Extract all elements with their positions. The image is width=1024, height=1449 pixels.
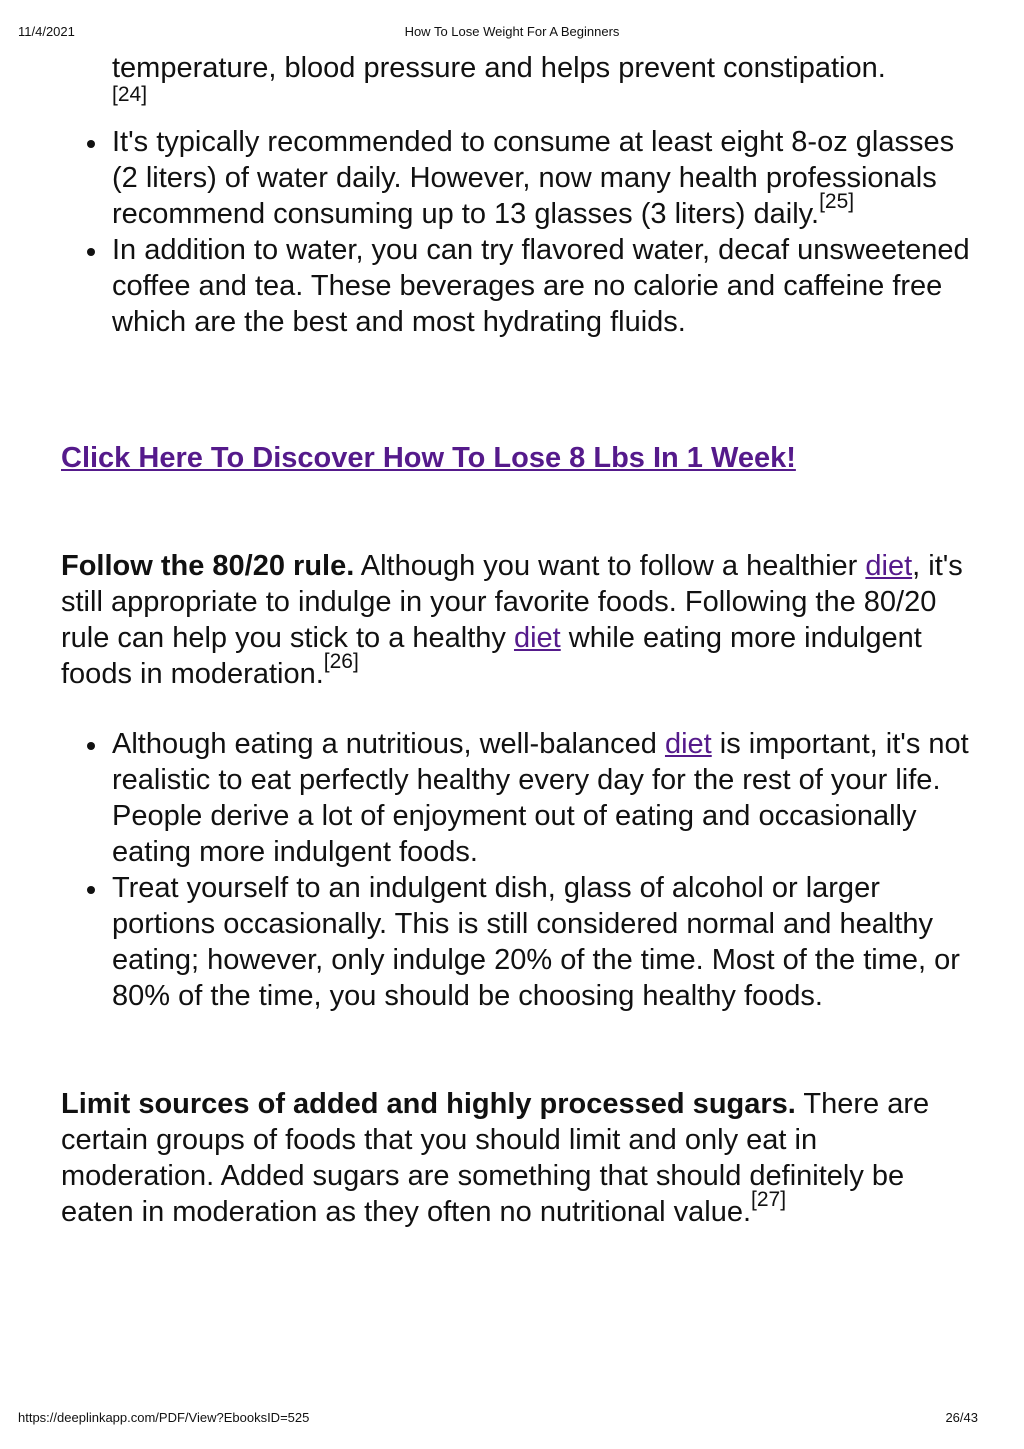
- page-number: 26/43: [945, 1410, 978, 1425]
- list-item: Although eating a nutritious, well-balanced diet is important, it's not realistic to eat perfectly healthy every day for the rest of your life. People derive a lot of enjoyment out of eating and occasionally eating more indulgent foods.: [112, 726, 976, 870]
- reference-24[interactable]: [24]: [112, 83, 148, 106]
- section-heading: Follow the 80/20 rule.: [61, 550, 355, 582]
- print-title: How To Lose Weight For A Beginners: [404, 24, 620, 39]
- document-body: [61, 50, 976, 1230]
- discover-link[interactable]: Click Here To Discover How To Lose 8 Lbs In 1 Week!: [61, 442, 796, 474]
- diet-link[interactable]: diet: [865, 550, 913, 582]
- list-item: It's typically recommended to consume at least eight 8-oz glasses (2 liters) of water daily. However, now many health professionals recommend consuming up to 13 glasses (3 liters) daily.[25]: [112, 124, 976, 232]
- reference-27[interactable]: [27]: [751, 1188, 787, 1212]
- reference-25[interactable]: [25]: [819, 190, 855, 214]
- diet-link[interactable]: diet: [513, 622, 561, 654]
- continued-text: temperature, blood pressure and helps prevent constipation.: [112, 52, 886, 84]
- diet-link[interactable]: diet: [664, 728, 712, 760]
- list-item: In addition to water, you can try flavored water, decaf unsweetened coffee and tea. These beverages are no calorie and caffeine free which are the best and most hydrating fluids.: [112, 232, 976, 340]
- list-item: Treat yourself to an indulgent dish, glass of alcohol or larger portions occasionally. This is still considered normal and healthy eating; however, only indulge 20% of the time. Most of the time, or 80% of the time, you should be choosing healthy foods.: [112, 870, 976, 1014]
- section-sugars: Limit sources of added and highly processed sugars. There are certain groups of foods that you should limit and only eat in moderation. Added sugars are something that should definitely be eaten in moderation as they often no nutritional value.[27]: [61, 1088, 930, 1228]
- reference-26[interactable]: [26]: [323, 650, 359, 674]
- section-heading: Limit sources of added and highly processed sugars.: [61, 1088, 796, 1120]
- print-url: https://deeplinkapp.com/PDF/View?EbooksID=525: [18, 1410, 310, 1425]
- rule-bullet-list: [61, 726, 976, 1014]
- section-80-20: Follow the 80/20 rule. Although you want to follow a healthier diet, it's still appropriate to indulge in your favorite foods. Following the 80/20 rule can help you stick to a healthy diet while eating more indulgent foods in moderation.[26]: [61, 550, 963, 690]
- water-bullet-list: [61, 124, 976, 340]
- print-date: 11/4/2021: [18, 24, 75, 39]
